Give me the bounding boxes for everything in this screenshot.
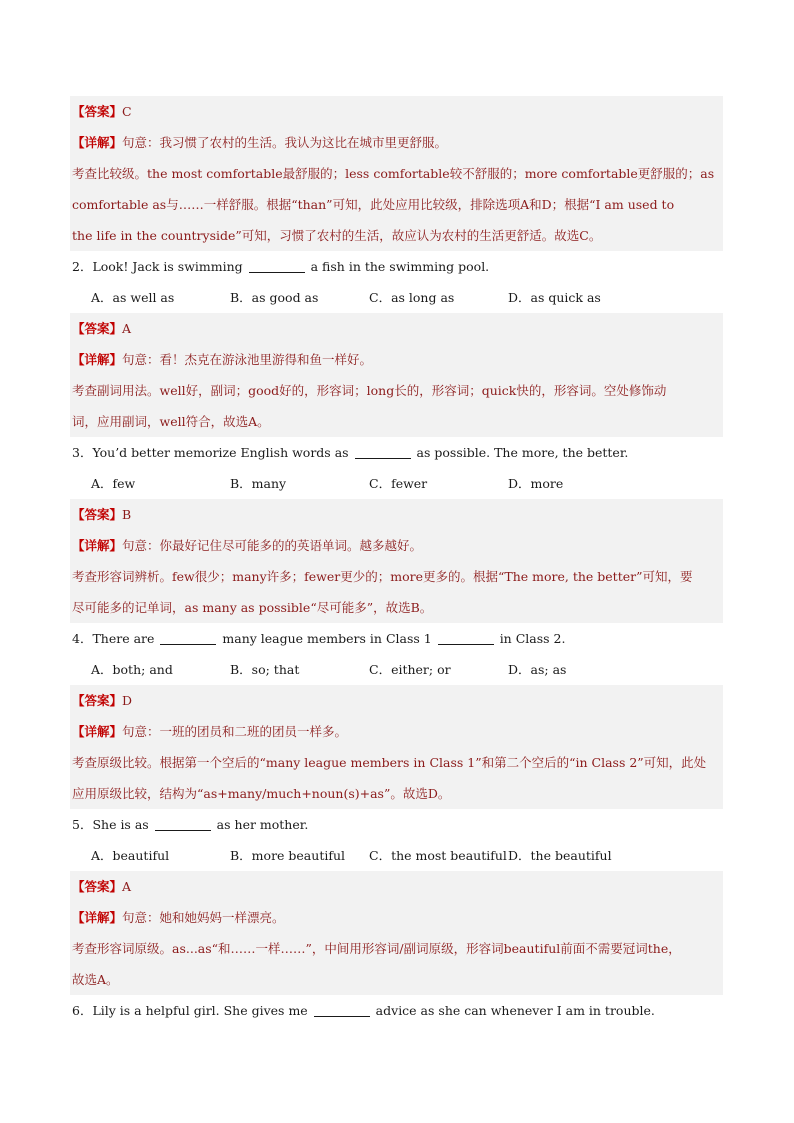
option-a: A．few (91, 476, 136, 491)
answer-line: 【答案】A (72, 321, 132, 336)
detail-line: 【详解】句意：看！杰克在游泳池里游得和鱼一样好。 (72, 352, 373, 367)
option-d: D．more (508, 476, 564, 491)
detail-line: 考查原级比较。根据第一个空后的“many league members in Class 1”和第二个空后的“in Class 2”可知，此处 (72, 755, 707, 770)
detail-line: 【详解】句意：一班的团员和二班的团员一样多。 (72, 724, 348, 739)
answer-blank (155, 818, 211, 831)
option-d: D．as; as (508, 662, 567, 677)
answer-letter: B (122, 507, 132, 522)
option-c: C．as long as (369, 290, 455, 305)
option-c: C．fewer (369, 476, 428, 491)
detail-line: the life in the countryside”可知，习惯了农村的生活，故应认为农村的生活更舒适。故选C。 (72, 228, 602, 243)
detail-line: 考查形容词辨析。few很少；many许多；fewer更少的；more更多的。根据“The more, the better”可知，要 (72, 569, 693, 584)
answer-line: 【答案】B (72, 507, 132, 522)
detail-line: 考查形容词原级。as...as“和……一样……”，中间用形容词/副词原级，形容词beautiful前面不需要冠词the， (72, 941, 681, 956)
detail-line: 【详解】句意：你最好记住尽可能多的的英语单词。越多越好。 (72, 538, 423, 553)
detail-line: 应用原级比较，结构为“as+many/much+noun(s)+as”。故选D。 (72, 786, 451, 801)
answer-line: 【答案】C (72, 104, 132, 119)
option-a: A．as well as (91, 290, 175, 305)
answer-line: 【答案】A (72, 879, 132, 894)
answer-letter: C (122, 104, 132, 119)
answer-blank (438, 632, 494, 645)
answer-blank (249, 260, 305, 273)
options-2 (70, 282, 723, 313)
answer-blank (160, 632, 216, 645)
question-stem-3: 3．You’d better memorize English words as as possible. The more, the better. (72, 445, 629, 460)
detail-line: 【详解】句意：她和她妈妈一样漂亮。 (72, 910, 285, 925)
option-a: A．both; and (91, 662, 173, 677)
detail-line: 故选A。 (72, 972, 119, 987)
option-b: B．so; that (230, 662, 300, 677)
detail-line: 考查副词用法。well好，副词；good好的，形容词；long长的，形容词；quick快的，形容词。空处修饰动 (72, 383, 667, 398)
option-b: B．as good as (230, 290, 319, 305)
option-d: D．as quick as (508, 290, 601, 305)
option-a: A．beautiful (91, 848, 170, 863)
question-stem-2: 2．Look! Jack is swimming a fish in the swimming pool. (72, 259, 490, 274)
answer-letter: D (122, 693, 133, 708)
options-5 (70, 840, 723, 871)
answer-blank (314, 1004, 370, 1017)
option-b: B．many (230, 476, 287, 491)
option-b: B．more beautiful (230, 848, 346, 863)
option-c: C．the most beautiful (369, 848, 507, 863)
detail-line: 【详解】句意：我习惯了农村的生活。我认为这比在城市里更舒服。 (72, 135, 448, 150)
question-stem-4: 4．There are many league members in Class 1 in Class 2. (72, 631, 566, 646)
options-3 (70, 468, 723, 499)
detail-line: comfortable as与……一样舒服。根据“than”可知，此处应用比较级，排除选项A和D；根据“I am used to (72, 197, 675, 212)
worksheet-page (70, 96, 723, 1026)
detail-line: 尽可能多的记单词，as many as possible“尽可能多”，故选B。 (72, 600, 433, 615)
answer-block-3 (70, 499, 723, 623)
option-c: C．either; or (369, 662, 451, 677)
answer-line: 【答案】D (72, 693, 133, 708)
answer-block-4 (70, 685, 723, 809)
answer-letter: A (122, 321, 132, 336)
question-stem-6: 6．Lily is a helpful girl. She gives me advice as she can whenever I am in trouble. (72, 1003, 655, 1018)
options-4 (70, 654, 723, 685)
answer-block-1 (70, 96, 723, 251)
detail-line: 考查比较级。the most comfortable最舒服的；less comfortable较不舒服的；more comfortable更舒服的；as (72, 166, 715, 181)
question-stem-5: 5．She is as as her mother. (72, 817, 309, 832)
option-d: D．the beautiful (508, 848, 612, 863)
answer-blank (355, 446, 411, 459)
answer-block-2 (70, 313, 723, 437)
answer-block-5 (70, 871, 723, 995)
answer-letter: A (122, 879, 132, 894)
detail-line: 词，应用副词，well符合，故选A。 (72, 414, 270, 429)
